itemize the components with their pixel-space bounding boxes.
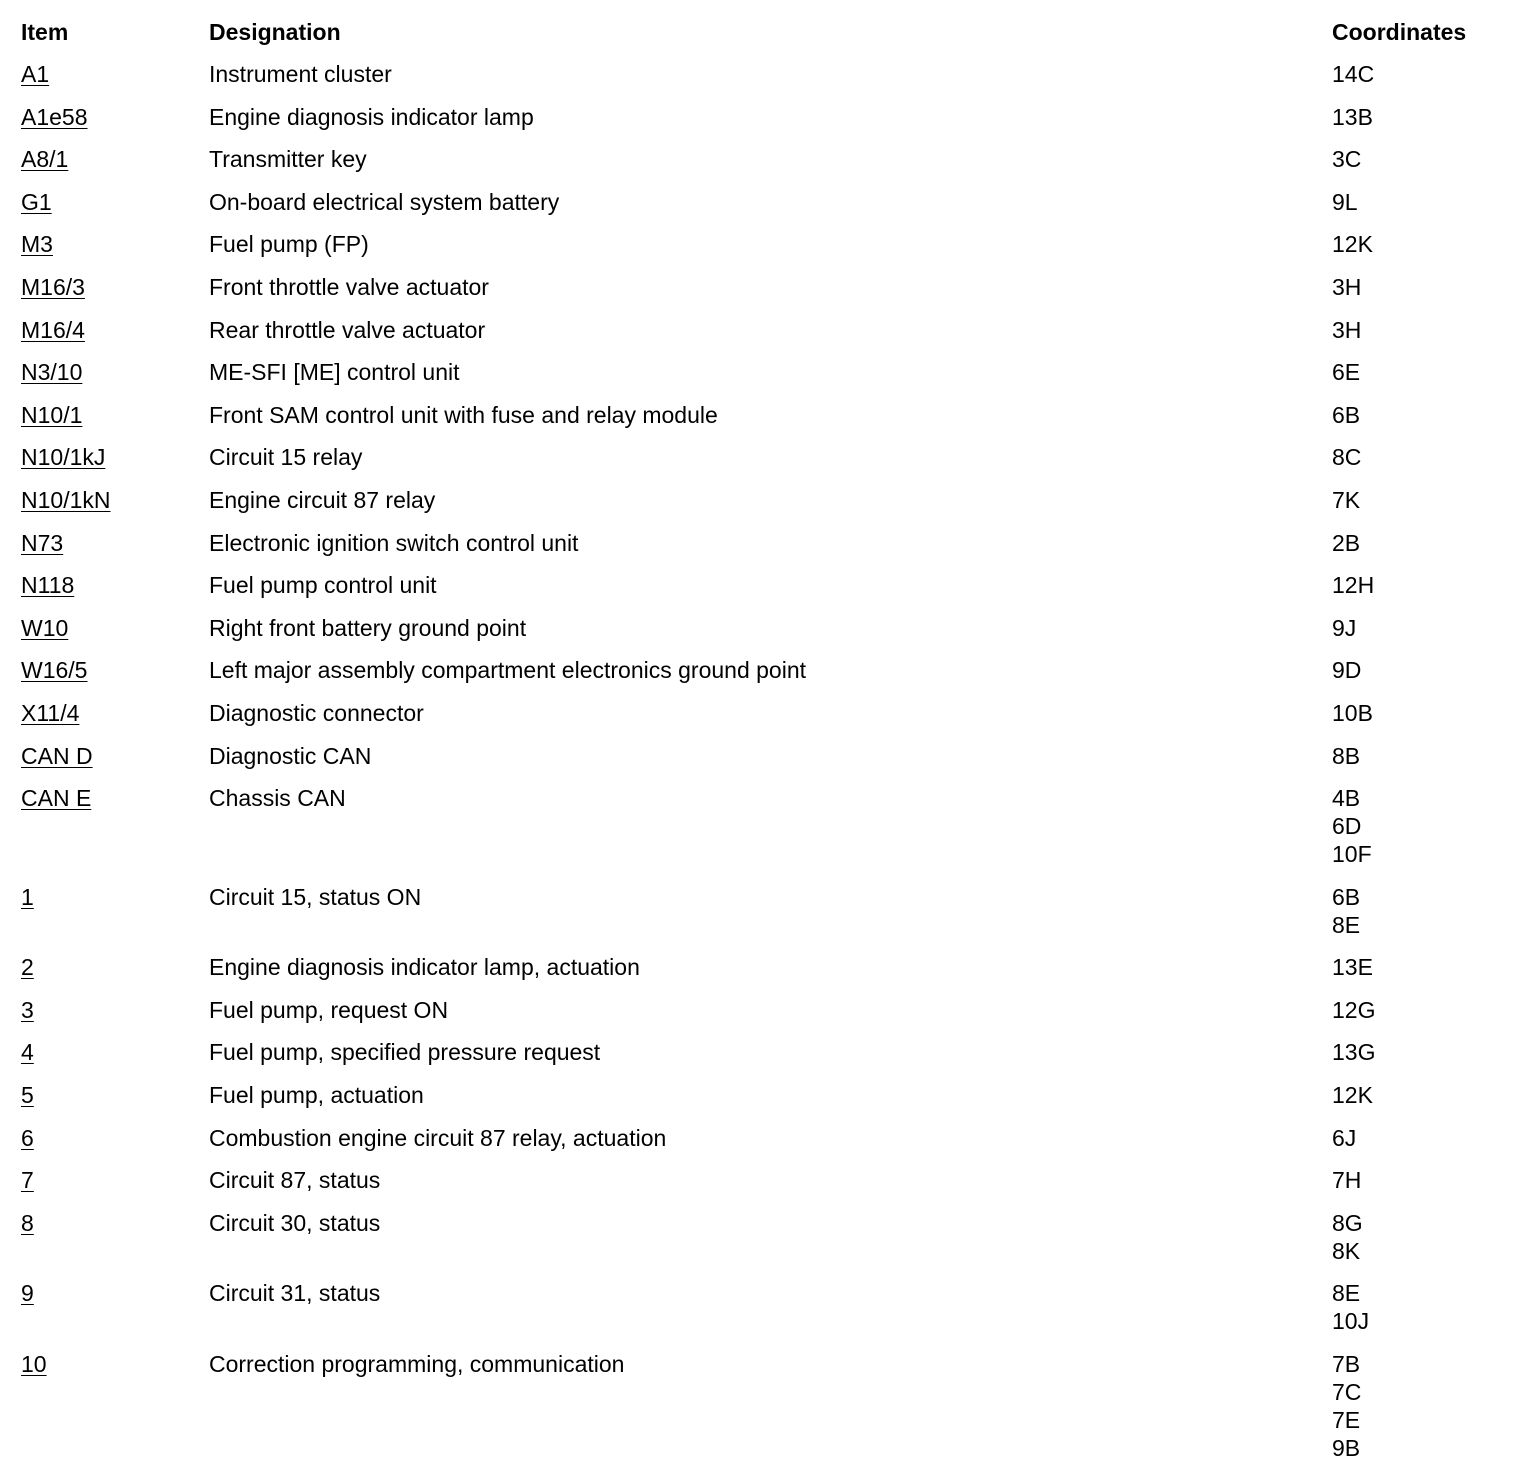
coordinate-value: 7C — [1332, 1379, 1362, 1406]
table-row — [21, 1081, 1511, 1109]
coordinate-value: 7B — [1332, 1351, 1361, 1378]
table-row — [21, 1124, 1511, 1152]
designation-text: Electronic ignition switch control unit — [209, 529, 579, 556]
table-row — [21, 273, 1511, 301]
item-link[interactable]: 8 — [21, 1209, 34, 1236]
table-row — [21, 742, 1511, 770]
coordinate-value: 8C — [1332, 444, 1362, 471]
designation-text: Engine circuit 87 relay — [209, 486, 436, 513]
header-item: Item — [21, 19, 69, 45]
designation-text: Circuit 15, status ON — [209, 883, 422, 910]
designation-text: Correction programming, communication — [209, 1351, 625, 1378]
table-row — [21, 145, 1511, 173]
coordinates-cell — [1332, 103, 1520, 131]
coordinate-value: 2B — [1332, 529, 1361, 556]
coordinate-value: 8G — [1332, 1209, 1363, 1236]
table-row — [21, 316, 1511, 344]
coordinates-cell — [1332, 1166, 1520, 1194]
coordinate-value: 13G — [1332, 1039, 1376, 1066]
coordinate-value: 10F — [1332, 841, 1372, 868]
coordinate-value: 8K — [1332, 1237, 1361, 1264]
item-link[interactable]: CAN E — [21, 785, 92, 812]
coordinate-value: 7K — [1332, 486, 1361, 513]
designation-text: Engine diagnosis indicator lamp, actuation — [209, 954, 640, 981]
coordinate-value: 6E — [1332, 359, 1361, 386]
table-row — [21, 883, 1511, 939]
coordinate-value: 6B — [1332, 883, 1361, 910]
coordinate-value: 4B — [1332, 785, 1361, 812]
designation-text: Front SAM control unit with fuse and relay module — [209, 401, 718, 428]
table-row — [21, 401, 1511, 429]
item-link[interactable]: A8/1 — [21, 146, 69, 173]
coordinate-value: 8E — [1332, 911, 1361, 938]
coordinates-cell — [1332, 443, 1520, 471]
coordinates-cell — [1332, 1038, 1520, 1066]
table-row — [21, 784, 1511, 868]
coordinates-cell — [1332, 1081, 1520, 1109]
table-row — [21, 188, 1511, 216]
coordinate-value: 6D — [1332, 813, 1362, 840]
designation-text: Combustion engine circuit 87 relay, actuation — [209, 1124, 667, 1151]
coordinate-value: 8E — [1332, 1280, 1361, 1307]
item-link[interactable]: 4 — [21, 1039, 34, 1066]
table-row — [21, 60, 1511, 88]
table-row — [21, 1038, 1511, 1066]
coordinate-value: 9B — [1332, 1435, 1361, 1462]
coordinates-cell — [1332, 486, 1520, 514]
coordinate-value: 12G — [1332, 996, 1376, 1023]
designation-text: ME-SFI [ME] control unit — [209, 359, 460, 386]
coordinate-value: 8B — [1332, 742, 1361, 769]
coordinates-cell — [1332, 358, 1520, 386]
item-link[interactable]: 7 — [21, 1167, 34, 1194]
table-body — [21, 60, 1511, 1462]
coordinates-cell — [1332, 883, 1520, 939]
coordinates-cell — [1332, 614, 1520, 642]
coordinates-cell — [1332, 188, 1520, 216]
designation-text: Diagnostic connector — [209, 699, 424, 726]
coordinate-value: 12K — [1332, 1082, 1373, 1109]
designation-text: Diagnostic CAN — [209, 742, 372, 769]
coordinate-value: 14C — [1332, 61, 1375, 87]
table-row — [21, 699, 1511, 727]
coordinates-cell — [1332, 784, 1520, 868]
coordinate-value: 3C — [1332, 146, 1362, 173]
item-link[interactable]: 5 — [21, 1082, 34, 1109]
designation-text: Transmitter key — [209, 146, 367, 173]
coordinates-cell — [1332, 401, 1520, 429]
coordinates-cell — [1332, 273, 1520, 301]
item-link[interactable]: A1 — [21, 61, 50, 87]
item-link[interactable]: 3 — [21, 996, 34, 1023]
table-row — [21, 443, 1511, 471]
item-link[interactable]: W10 — [21, 614, 69, 641]
coordinate-value: 3H — [1332, 316, 1362, 343]
coordinate-value: 12H — [1332, 572, 1375, 599]
table-row — [21, 529, 1511, 557]
item-link[interactable]: M16/3 — [21, 273, 85, 300]
coordinate-value: 9L — [1332, 188, 1358, 215]
designation-text: Left major assembly compartment electronics ground point — [209, 657, 807, 684]
item-link[interactable]: N10/1kN — [21, 486, 111, 513]
table-row — [21, 103, 1511, 131]
item-link[interactable]: 10 — [21, 1351, 47, 1378]
coordinates-cell — [1332, 316, 1520, 344]
table-row — [21, 614, 1511, 642]
designation-text: Fuel pump, actuation — [209, 1082, 424, 1109]
designation-text: Front throttle valve actuator — [209, 273, 489, 300]
coordinates-cell — [1332, 996, 1520, 1024]
item-link[interactable]: 2 — [21, 954, 34, 981]
coordinates-cell — [1332, 529, 1520, 557]
designation-text: Instrument cluster — [209, 61, 392, 87]
item-link[interactable]: N3/10 — [21, 359, 83, 386]
table-row — [21, 1350, 1511, 1462]
designation-text: Fuel pump (FP) — [209, 231, 369, 258]
item-link[interactable]: N10/1 — [21, 401, 83, 428]
table-row — [21, 486, 1511, 514]
table-row — [21, 571, 1511, 599]
header-designation: Designation — [209, 19, 341, 45]
designation-text: Rear throttle valve actuator — [209, 316, 486, 343]
designation-text: Chassis CAN — [209, 785, 346, 812]
item-link[interactable]: N10/1kJ — [21, 444, 106, 471]
coordinate-value: 3H — [1332, 273, 1362, 300]
table-header-row — [21, 18, 1511, 46]
coordinate-value: 13E — [1332, 954, 1373, 981]
table-row — [21, 953, 1511, 981]
coordinate-value: 7E — [1332, 1407, 1361, 1434]
coordinate-value: 10B — [1332, 699, 1373, 726]
table-row — [21, 656, 1511, 684]
coordinates-cell — [1332, 1279, 1520, 1335]
coordinates-cell — [1332, 953, 1520, 981]
coordinate-value: 6B — [1332, 401, 1361, 428]
coordinate-value: 12K — [1332, 231, 1373, 258]
coordinates-cell — [1332, 1209, 1520, 1265]
item-link[interactable]: A1e58 — [21, 103, 88, 130]
table-row — [21, 1166, 1511, 1194]
item-link[interactable]: M16/4 — [21, 316, 85, 343]
item-link[interactable]: 9 — [21, 1280, 34, 1307]
item-link[interactable]: G1 — [21, 188, 52, 215]
coordinates-cell — [1332, 571, 1520, 599]
coordinate-value: 7H — [1332, 1167, 1362, 1194]
item-link[interactable]: N118 — [21, 572, 75, 599]
item-link[interactable]: N73 — [21, 529, 64, 556]
item-link[interactable]: 6 — [21, 1124, 34, 1151]
coordinate-value: 6J — [1332, 1124, 1357, 1151]
coordinates-cell — [1332, 1350, 1520, 1462]
coordinates-cell — [1332, 60, 1520, 88]
designation-text: On-board electrical system battery — [209, 188, 560, 215]
designation-text: Circuit 30, status — [209, 1209, 381, 1236]
designation-text: Engine diagnosis indicator lamp — [209, 103, 534, 130]
coordinate-value: 10J — [1332, 1308, 1370, 1335]
header-coordinates: Coordinates — [1332, 19, 1467, 45]
coordinate-value: 13B — [1332, 103, 1373, 130]
coordinates-cell — [1332, 230, 1520, 258]
designation-text: Fuel pump, specified pressure request — [209, 1039, 601, 1066]
designation-text: Right front battery ground point — [209, 614, 527, 641]
item-link[interactable]: W16/5 — [21, 657, 88, 684]
component-legend-table — [21, 18, 1511, 1477]
designation-text: Circuit 31, status — [209, 1280, 381, 1307]
coordinates-cell — [1332, 699, 1520, 727]
coordinates-cell — [1332, 145, 1520, 173]
table-row — [21, 230, 1511, 258]
designation-text: Fuel pump control unit — [209, 572, 437, 599]
item-link[interactable]: 1 — [21, 883, 34, 910]
coordinates-cell — [1332, 1124, 1520, 1152]
coordinates-cell — [1332, 742, 1520, 770]
designation-text: Circuit 87, status — [209, 1167, 381, 1194]
designation-text: Fuel pump, request ON — [209, 996, 449, 1023]
table-row — [21, 996, 1511, 1024]
item-link[interactable]: M3 — [21, 231, 53, 258]
coordinate-value: 9D — [1332, 657, 1362, 684]
item-link[interactable]: X11/4 — [21, 699, 80, 726]
designation-text: Circuit 15 relay — [209, 444, 363, 471]
coordinate-value: 9J — [1332, 614, 1357, 641]
item-link[interactable]: CAN D — [21, 742, 93, 769]
table-row — [21, 358, 1511, 386]
table-row — [21, 1209, 1511, 1265]
table-row — [21, 1279, 1511, 1335]
coordinates-cell — [1332, 656, 1520, 684]
